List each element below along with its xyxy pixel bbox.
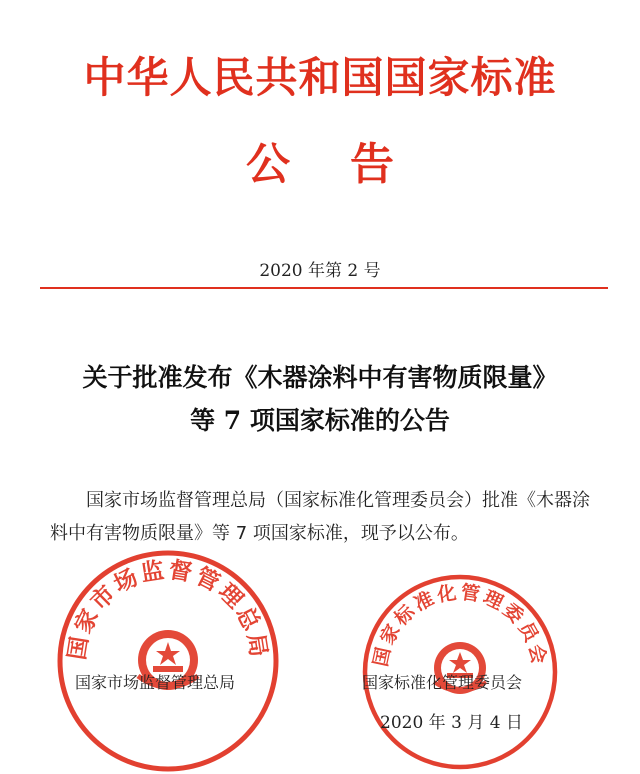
- notice-title: 公告: [246, 139, 454, 190]
- signer-standardization: 国家标准化管理委员会: [362, 673, 523, 692]
- red-divider: [40, 287, 608, 289]
- headline-line-2: 等 7 项国家标准的公告: [190, 406, 450, 435]
- svg-text:国家标准化管理委员会: 国家标准化管理委员会: [369, 581, 551, 669]
- body-paragraph: 国家市场监督管理总局（国家标准化管理委员会）批准《木器涂料中有害物质限量》等 7 项国家标准，现予以公布。: [50, 490, 590, 544]
- official-seal-market-regulation: [55, 548, 281, 774]
- issue-date: 2020 年 3 月 4 日: [380, 713, 523, 733]
- signer-market-regulation: 国家市场监督管理总局: [75, 673, 236, 692]
- org-title: 中华人民共和国国家标准: [83, 53, 557, 102]
- headline-line-1: 关于批准发布《木器涂料中有害物质限量》: [82, 363, 558, 392]
- doc-number: 2020 年第 2 号: [259, 261, 381, 281]
- svg-text:国家市场监督管理总局: 国家市场监督管理总局: [63, 556, 273, 662]
